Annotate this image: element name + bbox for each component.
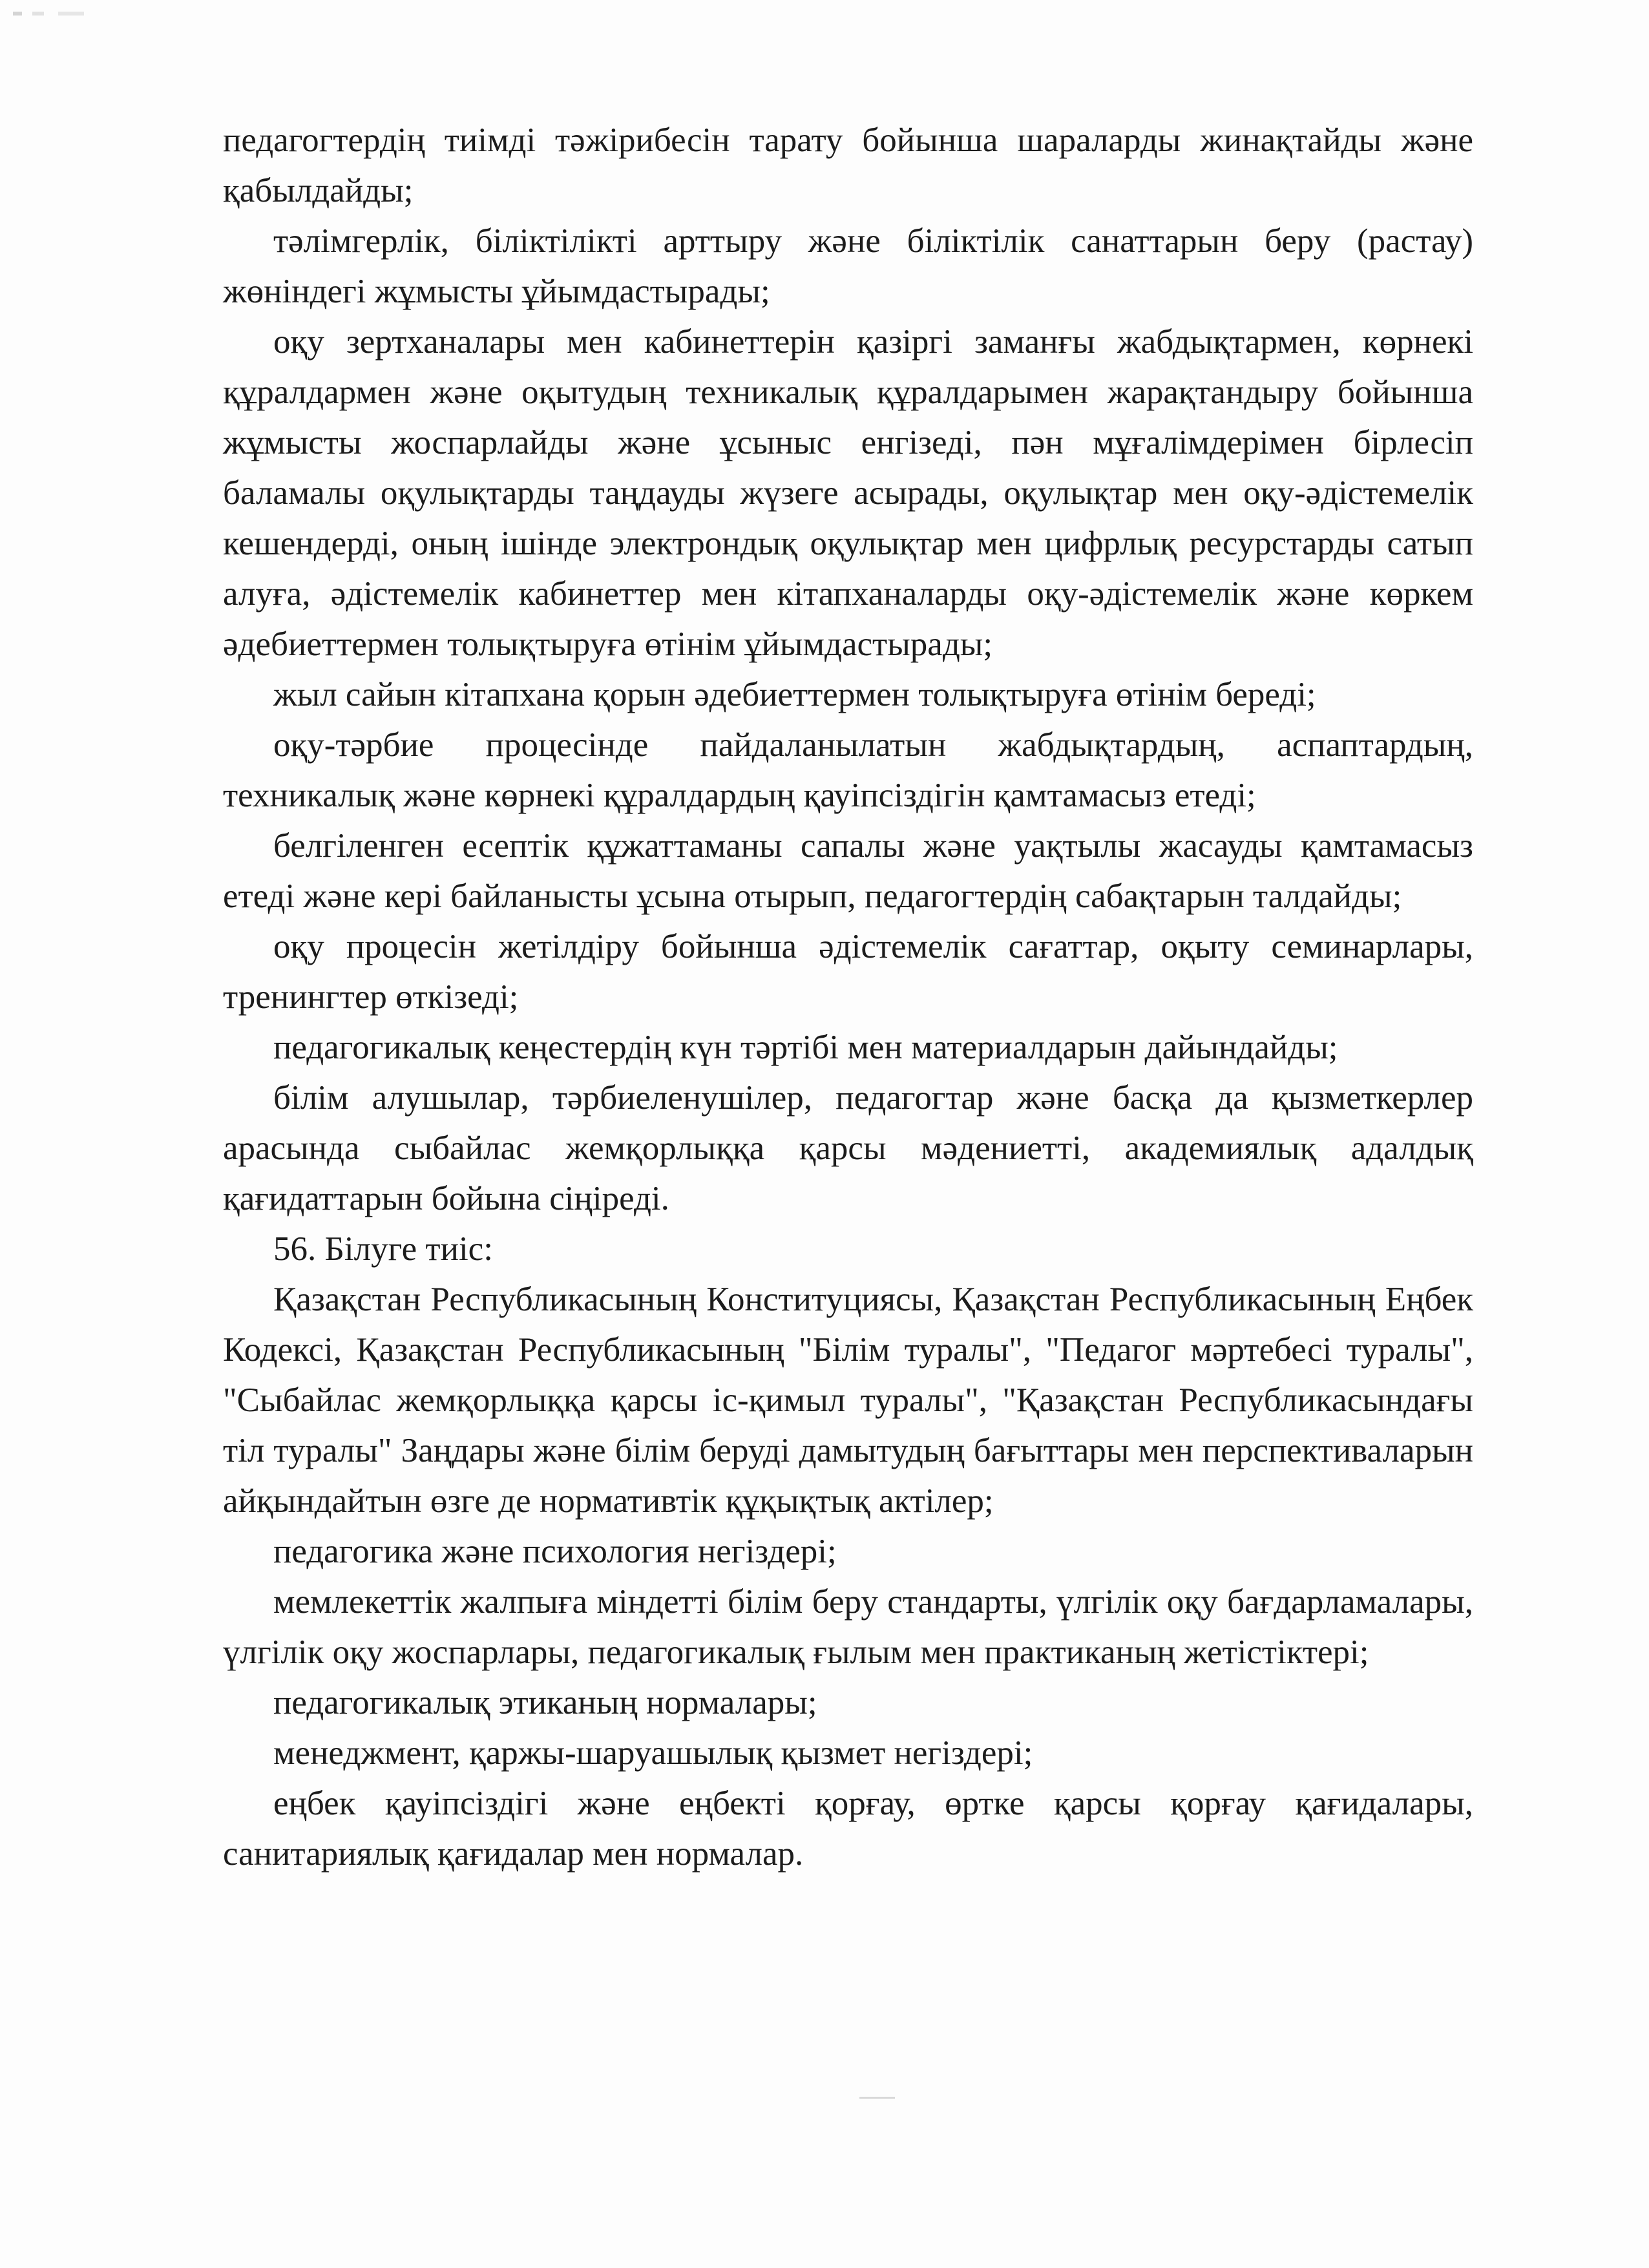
paragraph-documentation: белгіленген есептік құжаттаманы сапалы және уақтылы жасауды қамтамасыз етеді және кері байланысты ұсына отырып, педагогтердің сабақтарын талдайды; (223, 827, 1473, 915)
paragraph-anti-corruption: білім алушылар, тәрбиеленушілер, педагогтар және басқа да қызметкерлер арасында сыбайлас жемқорлыққа қарсы мәдениетті, академиялық адалдық қағидаттарын бойына сіңіреді. (223, 1079, 1473, 1217)
paragraph-labor-safety: еңбек қауіпсіздігі және еңбекті қорғау, өртке қарсы қорғау қағидалары, санитариялық қағидалар мен нормалар. (223, 1785, 1473, 1873)
paragraph-pedagogy-psychology: педагогика және психология негіздері; (273, 1533, 837, 1570)
paragraph-library-fund: жыл сайын кітапхана қорын әдебиеттермен толықтыруға өтінім береді; (273, 676, 1316, 713)
paragraph-equipment-safety: оқу-тәрбие процесінде пайдаланылатын жабдықтардың, аспаптардың, техникалық және көрнекі құралдардың қауіпсіздігін қамтамасыз етеді; (223, 726, 1473, 814)
scan-artifact-dash (859, 2097, 895, 2099)
paragraph-standards: мемлекеттік жалпыға міндетті білім беру стандарты, үлгілік оқу бағдарламалары, үлгілік оқу жоспарлары, педагогикалық ғылым мен практиканың жетістіктері; (223, 1583, 1473, 1671)
paragraph-mentoring: тәлімгерлік, біліктілікті арттыру және біліктілік санаттарын беру (растау) жөніндегі жұмысты ұйымдастырады; (223, 222, 1473, 310)
paragraph-management: менеджмент, қаржы-шаруашылық қызмет негіздері; (273, 1734, 1033, 1772)
section-heading-56: 56. Білуге тиіс: (273, 1230, 493, 1268)
paragraph-ethics: педагогикалық этиканың нормалары; (273, 1684, 817, 1721)
paragraph-laboratories: оқу зертханалары мен кабинеттерін қазіргі заманғы жабдықтармен, көрнекі құралдармен және оқытудың техникалық құралдарымен жарақтандыру бойынша жұмысты жоспарлайды және ұсыныс енгізеді, пән мұғалімдерімен бірлесіп баламалы оқулықтарды таңдауды жүзеге асырады, оқулықтар мен оқу-әдістемелік кешендерді, оның ішінде электрондық оқулықтар мен цифрлық ресурстарды сатып алуға, әдістемелік кабинеттер мен кітапханаларды оқу-әдістемелік және көркем әдебиеттермен толықтыруға өтінім ұйымдастырады; (223, 323, 1473, 663)
paragraph-legislation: Қазақстан Республикасының Конституциясы, Қазақстан Республикасының Еңбек Кодексі, Қазақстан Республикасының "Білім туралы", "Педагог мәртебесі туралы", "Сыбайлас жемқорлыққа қарсы іс-қимыл туралы", "Қазақстан Республикасындағы тіл туралы" Заңдары және білім беруді дамытудың бағыттары мен перспективаларын айқындайтын өзге де нормативтік құқықтық актілер; (223, 1281, 1473, 1520)
scan-artifact (13, 12, 84, 16)
paragraph-effective-practice: педагогтердің тиімді тәжірибесін тарату бойынша шараларды жинақтайды және қабылдайды; (223, 121, 1473, 209)
paragraph-methodical-hours: оқу процесін жетілдіру бойынша әдістемелік сағаттар, оқыту семинарлары, тренингтер өткізеді; (223, 928, 1473, 1016)
document-body (223, 115, 1473, 1879)
paragraph-pedagogical-councils: педагогикалық кеңестердің күн тәртібі мен материалдарын дайындайды; (273, 1029, 1338, 1066)
